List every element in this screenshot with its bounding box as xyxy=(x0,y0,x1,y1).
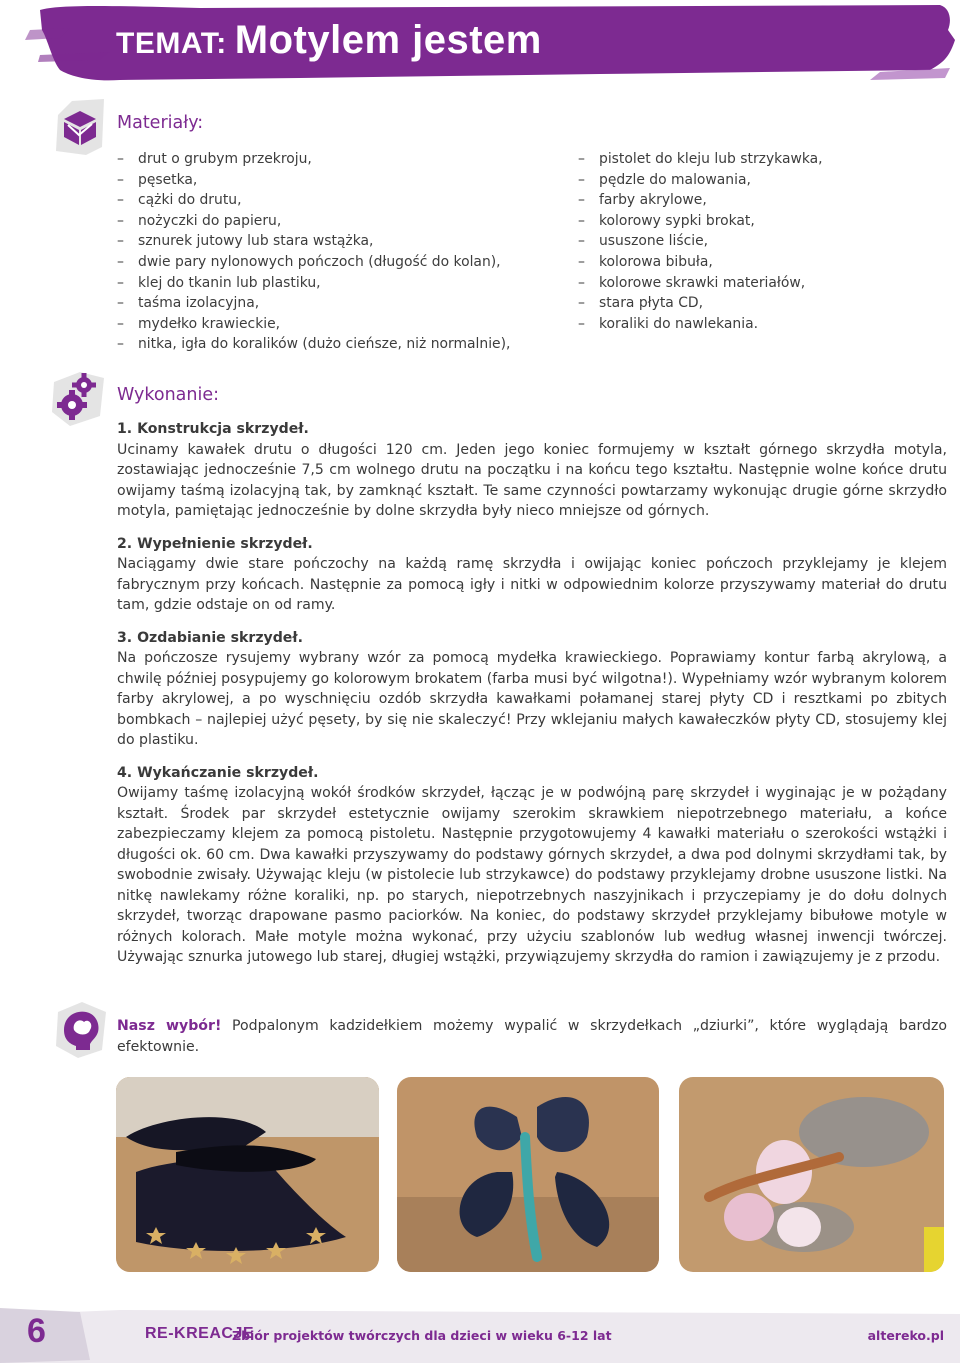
step-4 xyxy=(117,763,947,968)
execution-heading: Wykonanie: xyxy=(117,385,220,405)
tip-label: Nasz wybór! xyxy=(117,1018,222,1034)
step-text: Owijamy taśmę izolacyjną wokół środków skrzydeł, łącząc je w podwójną parę skrzydeł i wyginając je w pożądany kształt. Środek par skrzydeł estetycznie owijamy szerokim skrawkiem niepotrzebnego materiału, a końce zabezpieczamy klejem za pomocą pistoletu. Następnie przygotowujemy 4 kawałki materiału o szerokości wstążki i długości ok. 60 cm. Dwa kawałki przyszywamy do podstawy górnych skrzydeł, a dwa pod dolnymi skrzydłami tak, by swobodnie zwisały. Używając kleju (w pistolecie lub strzykawce) do podstawy przyklejamy drobne ususzone listki. Na nitkę nawlekamy różne koraliki, np. po starych, niepotrzebnych naszyjnikach i przyczepiamy je do dołu dolnych skrzydeł, tworząc drapowane pasmo paciorków. Na koniec, do podstawy skrzydeł przyklejamy bibułowe motyle w różnych kolorach. Małe motyle można wykonać, przy użyciu szablonów lub według własnej inwencji twórczej. Używając sznurka jutowego lub starej, długiej wstążki, przywiązujemy skrzydła do ramion i zawiązujemy je z przodu. xyxy=(117,785,947,965)
list-item: – stara płyta CD, xyxy=(578,293,823,314)
step-3 xyxy=(117,628,947,751)
step-2 xyxy=(117,534,947,616)
step-text: Naciągamy dwie stare pończochy na każdą ramę skrzydła i owijając koniec pończoch przyklejamy je klejem fabrycznym przy końcach. Następnie za pomocą igły i nitki w odpowiednim kolorze przyszywamy materiał do drutu tam, gdzie odstaje on od ramy. xyxy=(117,556,947,613)
list-item: – koraliki do nawlekania. xyxy=(578,314,823,335)
step-heading: 4. Wykańczanie skrzydeł. xyxy=(117,764,319,781)
header-banner xyxy=(0,0,960,95)
list-item: – sznurek jutowy lub stara wstążka, xyxy=(117,231,510,252)
list-item: – kolorowa bibuła, xyxy=(578,252,823,273)
step-text: Na pończosze rysujemy wybrany wzór za pomocą mydełka krawieckiego. Poprawiamy kontur farbą akrylową, a chwilę później posypujemy go kolorowym brokatem (farba musi być wilgotna!). Wypełniamy wzór wybranym kolorem farby akrylowej, a po wyschnięciu ozdób skrzydła kawałkami połamanej starej płyty CD i resztkami po zbitych bombkach – najlepiej użyć pęsety, by się nie skaleczyć! Przy wklejaniu małych kawałeczków płyty CD, stosujemy klej do plastiku. xyxy=(117,650,947,748)
title-text: Motylem jestem xyxy=(234,18,542,62)
step-heading: 1. Konstrukcja skrzydeł. xyxy=(117,421,309,437)
page-title xyxy=(116,18,542,63)
list-item: – cążki do drutu, xyxy=(117,190,510,211)
footer-subtitle: Zbiór projektów twórczych dla dzieci w wieku 6-12 lat xyxy=(232,1328,612,1343)
materials-heading: Materiały: xyxy=(117,113,204,133)
step-heading: 3. Ozdabianie skrzydeł. xyxy=(117,629,303,646)
list-item: – farby akrylowe, xyxy=(578,190,823,211)
list-item: – dwie pary nylonowych pończoch (długość do kolan), xyxy=(117,252,510,273)
list-item: – pęsetka, xyxy=(117,170,510,191)
photo-black-butterfly xyxy=(116,1077,379,1272)
footer-brand: RE-KREACJE xyxy=(145,1325,255,1342)
list-item: – kolorowe skrawki materiałów, xyxy=(578,273,823,294)
list-item: – pistolet do kleju lub strzykawka, xyxy=(578,149,823,170)
list-item: – mydełko krawieckie, xyxy=(117,314,510,335)
footer-url: altereko.pl xyxy=(867,1328,944,1343)
list-item: – kolorowy sypki brokat, xyxy=(578,211,823,232)
gears-icon xyxy=(50,368,106,432)
execution-steps xyxy=(117,419,947,968)
list-item: – nożyczki do papieru, xyxy=(117,211,510,232)
photo-pink-butterfly xyxy=(679,1077,944,1272)
list-item: – klej do tkanin lub plastiku, xyxy=(117,273,510,294)
list-item: – ususzone liście, xyxy=(578,231,823,252)
photo-blue-butterfly xyxy=(397,1077,659,1272)
box-icon xyxy=(52,95,108,161)
step-heading: 2. Wypełnienie skrzydeł. xyxy=(117,535,313,552)
list-item: – taśma izolacyjna, xyxy=(117,293,510,314)
lightbulb-head-icon xyxy=(52,1000,108,1064)
materials-list-right xyxy=(578,149,823,334)
title-prefix: TEMAT: xyxy=(116,27,227,60)
list-item: – pędzle do malowania, xyxy=(578,170,823,191)
list-item: – nitka, igła do koralików (dużo cieńsze, niż normalnie), xyxy=(117,334,510,355)
materials-list-left xyxy=(117,149,510,355)
step-text: Ucinamy kawałek drutu o długości 120 cm. Jeden jego koniec formujemy w kształt górnego skrzydła motyla, zostawiając jednocześnie 7,5 cm wolnego drutu na początku i na końcu tego kształtu. Następnie wolne końce drutu owijamy taśmą izolacyjną tak, by zamknąć kształt. Te same czynności powtarzamy wykonując drugie górne skrzydło motyla, pamiętając jednocześnie by dolne skrzydła były nieco mniejsze od górnych. xyxy=(117,441,947,519)
tip-paragraph xyxy=(117,1016,947,1057)
list-item: – drut o grubym przekroju, xyxy=(117,149,510,170)
tip-text: Podpalonym kadzidełkiem możemy wypalić w skrzydełkach „dziurki”, które wyglądają bardzo efektownie. xyxy=(117,1018,947,1055)
step-1 xyxy=(117,419,947,522)
page-number: 6 xyxy=(27,1312,46,1350)
